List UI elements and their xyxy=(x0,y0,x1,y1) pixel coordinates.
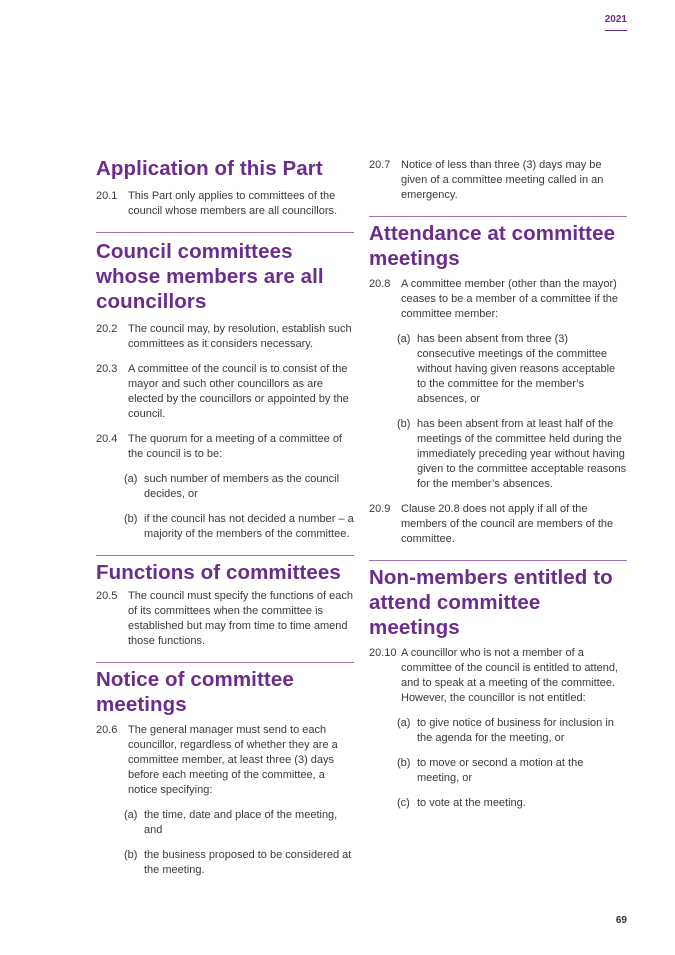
subclause-label: (a) xyxy=(124,809,138,821)
subclause-20-10-b xyxy=(369,756,627,786)
clause-20-6 xyxy=(96,723,354,798)
clause-20-9 xyxy=(369,502,627,547)
clause-text: A committee member (other than the mayor) ceases to be a member of a committee if the committee member: xyxy=(401,278,619,320)
heading-application: Application of this Part xyxy=(96,157,323,180)
section-divider xyxy=(96,662,354,663)
subclause-label: (b) xyxy=(124,513,138,525)
clause-number: 20.3 xyxy=(96,363,118,375)
subclause-text: the business proposed to be considered at the meeting. xyxy=(144,849,352,876)
clause-number: 20.8 xyxy=(369,278,391,290)
clause-20-1 xyxy=(96,189,354,219)
clause-text: The quorum for a meeting of a committee of the council is to be: xyxy=(128,433,342,460)
clause-number: 20.2 xyxy=(96,323,118,335)
clause-number: 20.9 xyxy=(369,503,391,515)
clause-20-4 xyxy=(96,432,354,462)
subclause-text: to vote at the meeting. xyxy=(417,797,526,809)
subclause-text: such number of members as the council decides, or xyxy=(144,473,340,500)
clause-text: The council must specify the functions of each of its committees when the committee is established but may from time to time amend those functions. xyxy=(128,590,354,647)
subclause-text: to give notice of business for inclusion in the agenda for the meeting, or xyxy=(417,717,614,744)
clause-text: This Part only applies to committees of the council whose members are all councillors. xyxy=(128,190,338,217)
year-label: 2021 xyxy=(605,14,627,31)
subclause-label: (a) xyxy=(397,333,411,345)
page-number: 69 xyxy=(615,915,627,926)
clause-20-10 xyxy=(369,646,627,706)
subclause-label: (a) xyxy=(124,473,138,485)
subclause-20-4-a xyxy=(96,472,354,502)
section-divider xyxy=(369,216,627,217)
subclause-20-6-a xyxy=(96,808,354,838)
subclause-20-8-b xyxy=(369,417,627,492)
clause-text: The council may, by resolution, establish such committees as it considers necessary. xyxy=(128,323,352,350)
clause-number: 20.4 xyxy=(96,433,118,445)
heading-council-committees: Council committees whose members are all councillors xyxy=(96,240,324,313)
section-divider xyxy=(96,232,354,233)
subclause-text: if the council has not decided a number – a majority of the members of the committee. xyxy=(144,513,354,540)
subclause-20-10-a xyxy=(369,716,627,746)
subclause-text: the time, date and place of the meeting, and xyxy=(144,809,338,836)
subclause-text: has been absent from at least half of the meetings of the committee held during the immediately preceding year without having given to the committee acceptable reasons for the member’s absences. xyxy=(417,418,627,490)
clause-text: Clause 20.8 does not apply if all of the members of the council are members of the committee. xyxy=(401,503,614,545)
subclause-label: (b) xyxy=(397,757,411,769)
section-divider xyxy=(96,555,354,556)
subclause-text: to move or second a motion at the meeting, or xyxy=(417,757,584,784)
clause-number: 20.7 xyxy=(369,159,391,171)
subclause-20-10-c xyxy=(369,796,627,811)
section-divider xyxy=(369,560,627,561)
clause-20-3 xyxy=(96,362,354,422)
subclause-20-8-a xyxy=(369,332,627,407)
subclause-label: (b) xyxy=(124,849,138,861)
clause-text: A committee of the council is to consist of the mayor and such other councillors as are elected by the councillors or appointed by the council. xyxy=(128,363,349,420)
clause-number: 20.1 xyxy=(96,190,118,202)
clause-20-2 xyxy=(96,322,354,352)
subclause-label: (c) xyxy=(397,797,410,809)
right-column xyxy=(369,158,627,811)
clause-text: The general manager must send to each councillor, regardless of whether they are a committee member, at least three (3) days before each meeting of the committee, a notice specifying: xyxy=(128,724,338,796)
heading-attendance: Attendance at committee meetings xyxy=(369,222,616,270)
heading-notice: Notice of committee meetings xyxy=(96,668,294,716)
subclause-20-6-b xyxy=(96,848,354,878)
left-column xyxy=(96,156,354,878)
clause-number: 20.5 xyxy=(96,590,118,602)
clause-20-7 xyxy=(369,158,627,203)
subclause-20-4-b xyxy=(96,512,354,542)
subclause-label: (a) xyxy=(397,717,411,729)
clause-20-8 xyxy=(369,277,627,322)
subclause-text: has been absent from three (3) consecutive meetings of the committee without having given reasons acceptable to the committee for the member’s absences, or xyxy=(417,333,616,405)
clause-20-5 xyxy=(96,589,354,649)
clause-text: Notice of less than three (3) days may be given of a committee meeting called in an emergency. xyxy=(401,159,604,201)
heading-non-members: Non-members entitled to attend committee meetings xyxy=(369,566,613,639)
subclause-label: (b) xyxy=(397,418,411,430)
clause-number: 20.10 xyxy=(369,647,397,659)
heading-functions: Functions of committees xyxy=(96,561,341,584)
clause-text: A councillor who is not a member of a committee of the council is entitled to attend, and to speak at a meeting of the committee. However, the councillor is not entitled: xyxy=(401,647,619,704)
clause-number: 20.6 xyxy=(96,724,118,736)
